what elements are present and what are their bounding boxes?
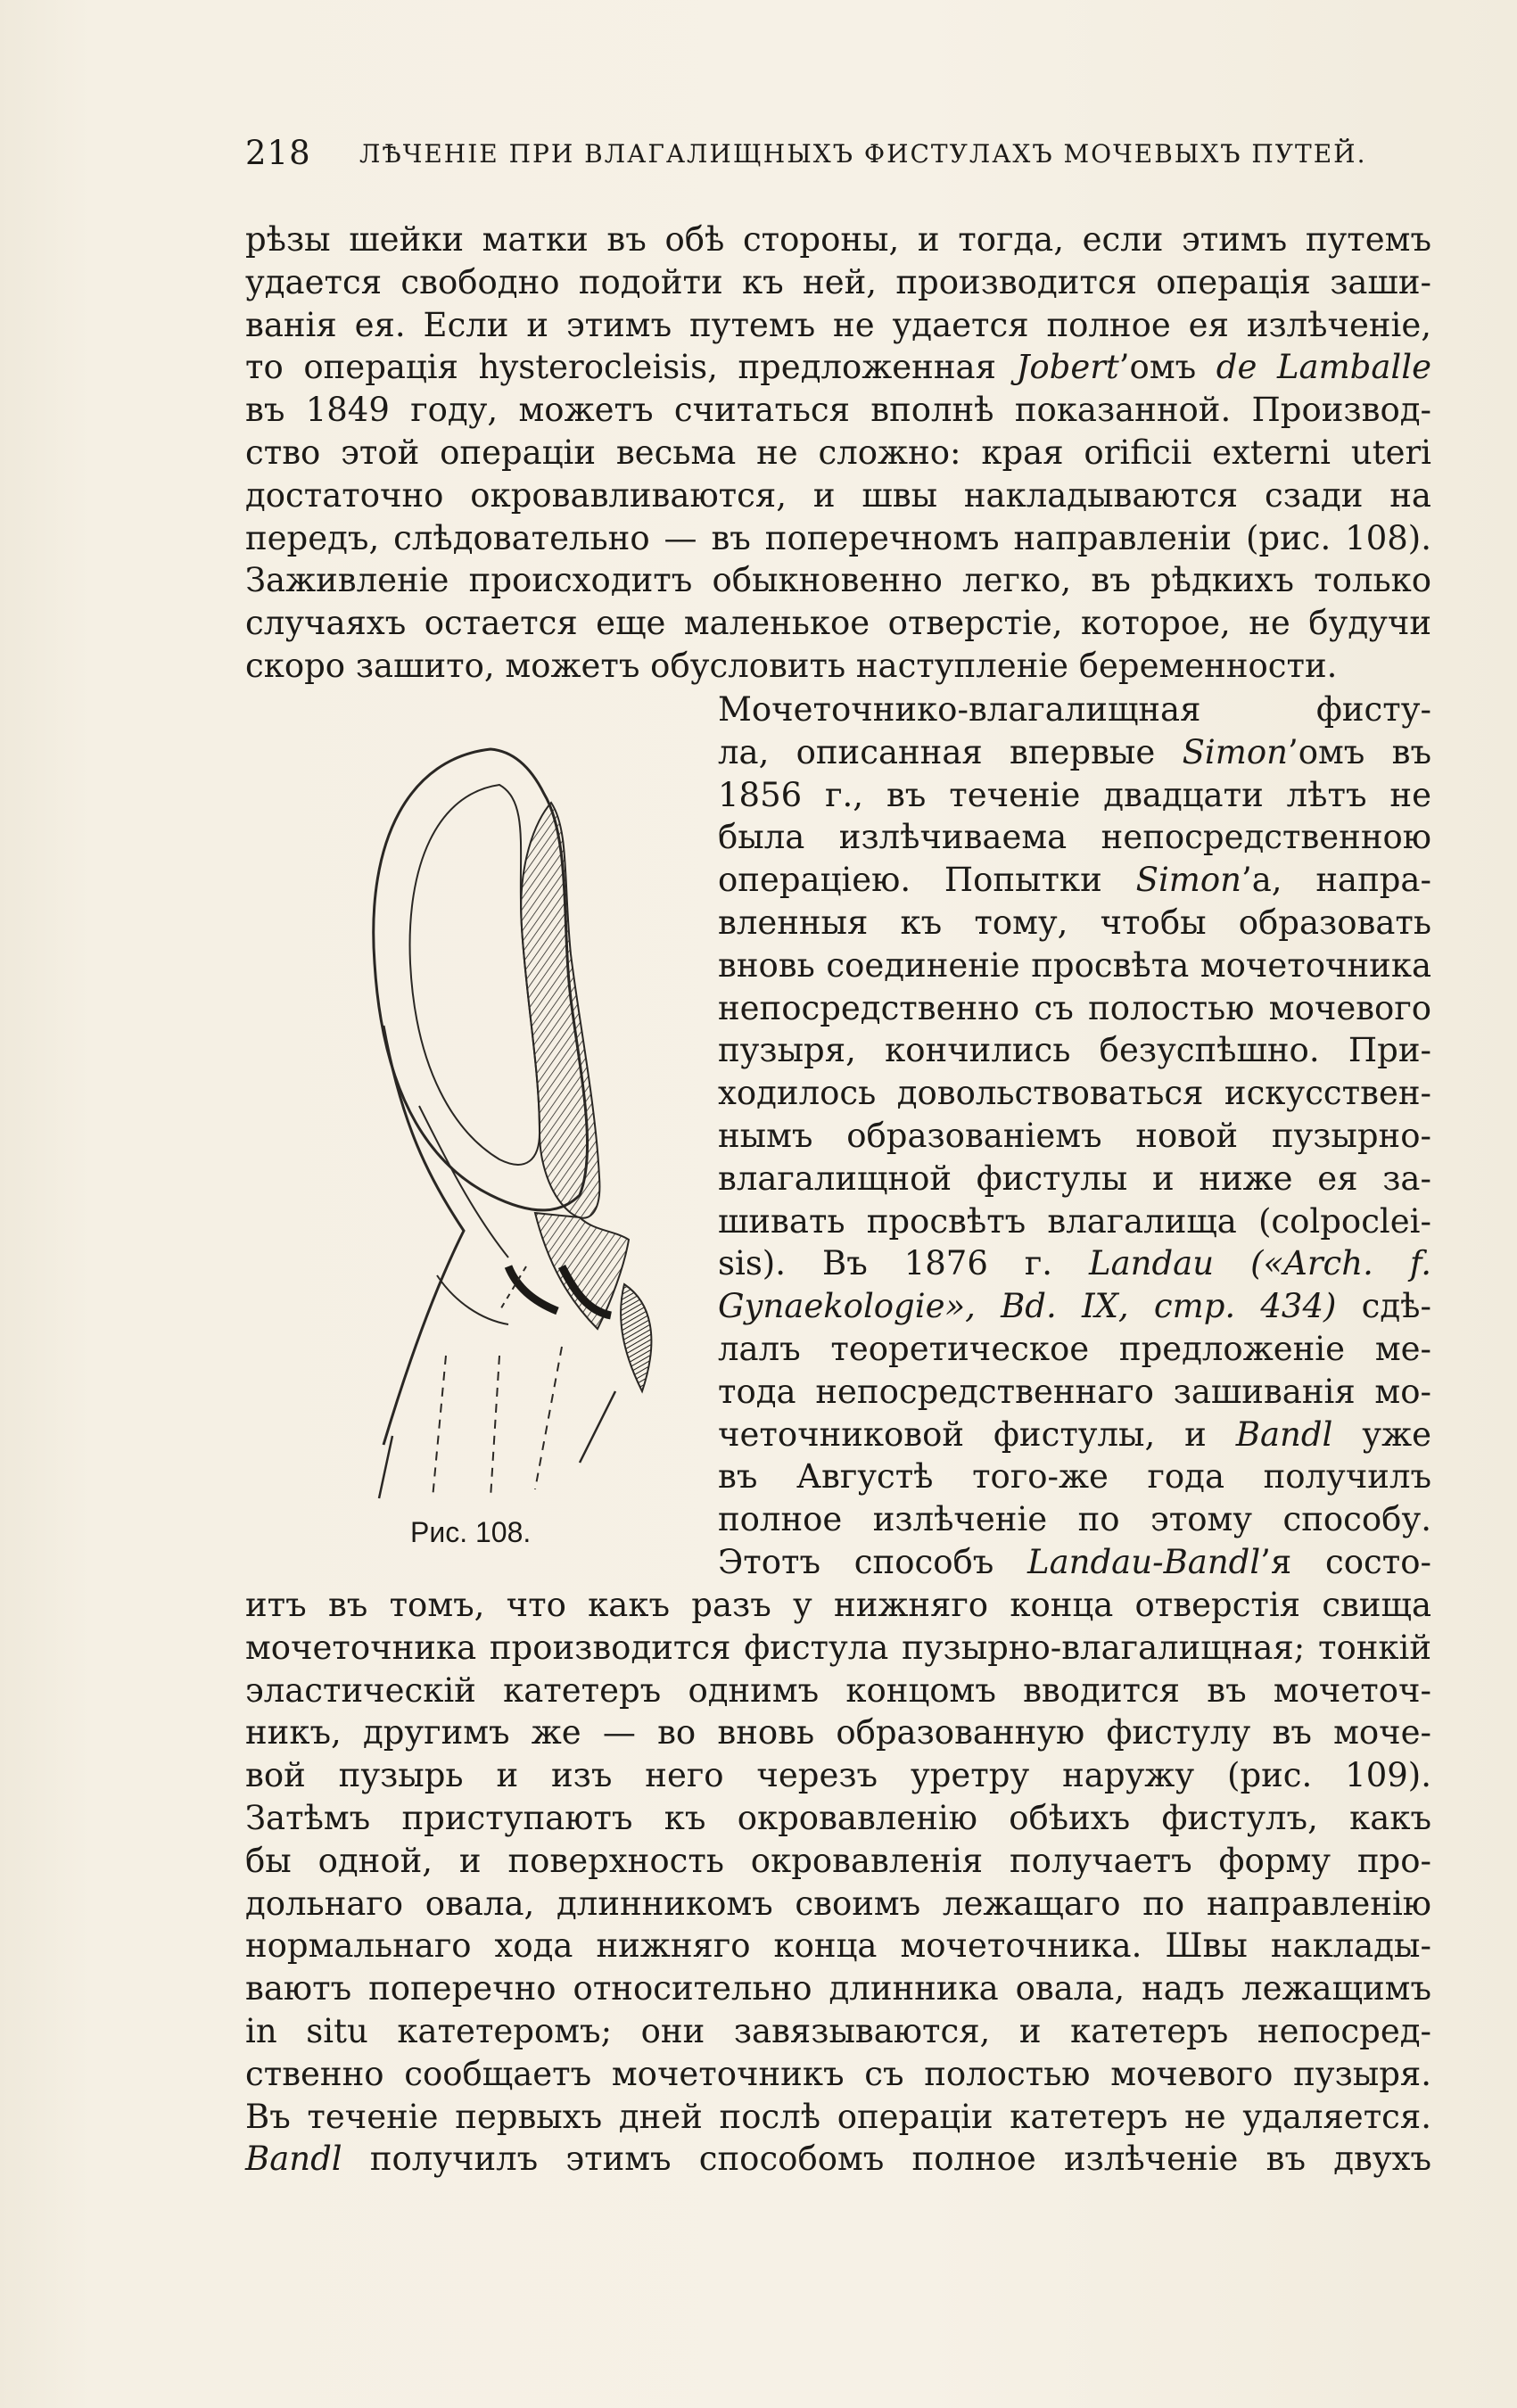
paragraph-ureter-fistula [718, 689, 1431, 1584]
text-line [718, 1285, 1431, 1328]
text-line: эластическій катетеръ однимъ концомъ вводится въ мочеточ- [245, 1670, 1431, 1710]
text-line: in situ катетеромъ; они завязываются, и катетеръ непосред- [245, 2011, 1431, 2050]
figure-caption: Рис. 108. [410, 1516, 532, 1548]
text-fragment: получилъ этимъ способомъ полное излѣченіе въ двухъ [342, 2140, 1431, 2179]
text-line: никъ, другимъ же — во вновь образованную фистулу въ моче- [245, 1713, 1431, 1752]
text-line: удается свободно подойти къ ней, производится операція заши- [245, 262, 1431, 301]
text-line: случаяхъ остается еще маленькое отверстіе, которое, не будучи [245, 604, 1431, 643]
text-line: влагалищной фистулы и ниже ея за- [718, 1159, 1431, 1198]
text-line: шивать просвѣтъ влагалища (colpoclei- [718, 1201, 1431, 1241]
text-fragment: ла, описанная впервые [718, 732, 1183, 771]
text-line: была излѣчиваема непосредственною [718, 818, 1431, 857]
text-line: скоро зашито, можетъ обусловить наступленіе беременности. [245, 646, 1338, 685]
text-line: передъ, слѣдовательно — въ поперечномъ направленіи (рис. 108). [245, 518, 1431, 557]
text-line: ванія ея. Если и этимъ путемъ не удается полное ея излѣченіе, [245, 305, 1431, 344]
text-line: пузыря, кончились безуспѣшно. При- [718, 1031, 1431, 1070]
text-fragment: ’а, напра- [1241, 861, 1431, 900]
text-line [718, 1414, 1431, 1456]
text-fragment: уже [1332, 1414, 1431, 1454]
text-fragment: ’я состо- [1260, 1542, 1431, 1581]
author-name: Simon [1182, 732, 1288, 771]
text-line: вновь соединеніе просвѣта мочеточника [718, 945, 1431, 985]
paragraph-hysterocleisis [245, 219, 1431, 688]
text-line [718, 731, 1431, 774]
author-name: de Lamballe [1216, 348, 1431, 387]
page-number: 218 [245, 134, 311, 172]
page-header [245, 134, 1440, 178]
text-line [718, 1242, 1431, 1285]
author-name: Bandl [1235, 1414, 1333, 1454]
author-name: Landau [1089, 1244, 1215, 1283]
text-line: лалъ теоретическое предложеніе ме- [718, 1329, 1431, 1368]
text-line: достаточно окровавливаются, и швы накладываются сзади на [245, 475, 1431, 515]
text-line: ственно сообщаетъ мочеточникъ съ полостью мочевого пузыря. [245, 2054, 1431, 2093]
text-fragment: sis). Въ 1876 г. [718, 1244, 1090, 1283]
text-line: итъ въ томъ, что какъ разъ у нижняго конца отверстія свища [245, 1586, 1431, 1624]
figure-108-illustration [357, 731, 678, 1516]
author-name: Jobert [1016, 348, 1119, 387]
text-line: Затѣмъ приступаютъ къ окровавленію обѣихъ фистулъ, какъ [245, 1798, 1431, 1837]
text-line: ваютъ поперечно относительно длинника овала, надъ лежащимъ [245, 1969, 1431, 2008]
text-line [245, 2138, 1431, 2181]
author-name: Bandl [245, 2140, 342, 2179]
text-line: Въ теченіе первыхъ дней послѣ операціи катетеръ не удаляется. [245, 2097, 1431, 2136]
text-line: тода непосредственнаго зашиванія мо- [718, 1372, 1431, 1411]
text-line: полное излѣченіе по этому способу. [718, 1500, 1431, 1539]
text-line: нормальнаго хода нижняго конца мочеточника. Швы наклады- [245, 1926, 1431, 1966]
text-line: вой пузырь и изъ него черезъ уретру наружу (рис. 109). [245, 1756, 1431, 1795]
text-line: ство этой операціи весьма не сложно: края orificii externi uteri [245, 433, 1431, 472]
text-line: 1856 г., въ теченіе двадцати лѣтъ не [718, 775, 1431, 814]
text-line [718, 859, 1431, 902]
text-fragment: операціею. Попытки [718, 861, 1136, 900]
author-name: Landau-Bandl [1027, 1542, 1261, 1581]
text-line [245, 346, 1431, 389]
reference-citation: Gynaekologie», Bd. IX, стр. 434) [718, 1287, 1337, 1326]
text-fragment: ’омъ въ [1287, 732, 1431, 771]
reference-citation: («Arch. f. [1214, 1244, 1431, 1283]
text-fragment: то операція hysterocleisis, предложенная [245, 348, 1017, 387]
text-fragment: ’омъ [1118, 348, 1216, 387]
text-line: непосредственно съ полостью мочевого [718, 988, 1431, 1027]
text-line: ходилось довольствоваться искусствен- [718, 1074, 1431, 1113]
text-line: вленныя къ тому, чтобы образовать [718, 903, 1431, 942]
text-line [718, 1541, 1431, 1584]
text-fragment: сдѣ- [1336, 1287, 1431, 1326]
text-fragment: четочниковой фистулы, и [718, 1414, 1236, 1454]
text-line: дольнаго овала, длинникомъ своимъ лежащаго по направленію [245, 1884, 1431, 1923]
text-fragment: Этотъ способъ [718, 1542, 1028, 1581]
paragraph-landau-bandl-method [245, 1584, 1431, 2181]
text-line: бы одной, и поверхность окровавленія получаетъ форму про- [245, 1841, 1431, 1880]
text-line: Мочеточнико-влагалищная фисту- [718, 690, 1431, 729]
text-line: въ 1849 году, можетъ считаться вполнѣ показанной. Производ- [245, 391, 1431, 430]
running-title: ЛѢЧЕНІЕ ПРИ ВЛАГАЛИЩНЫХЪ ФИСТУЛАХЪ МОЧЕВЫХЪ ПУТЕЙ. [359, 139, 1367, 169]
author-name: Simon [1135, 861, 1241, 900]
text-line: Заживленіе происходитъ обыкновенно легко, въ рѣдкихъ только [245, 561, 1431, 600]
text-line: рѣзы шейки матки въ обѣ стороны, и тогда, если этимъ путемъ [245, 220, 1431, 259]
text-line: нымъ образованіемъ новой пузырно- [718, 1116, 1431, 1155]
text-line: въ Августѣ того-же года получилъ [718, 1457, 1431, 1497]
text-line: мочеточника производится фистула пузырно-влагалищная; тонкій [245, 1628, 1431, 1667]
